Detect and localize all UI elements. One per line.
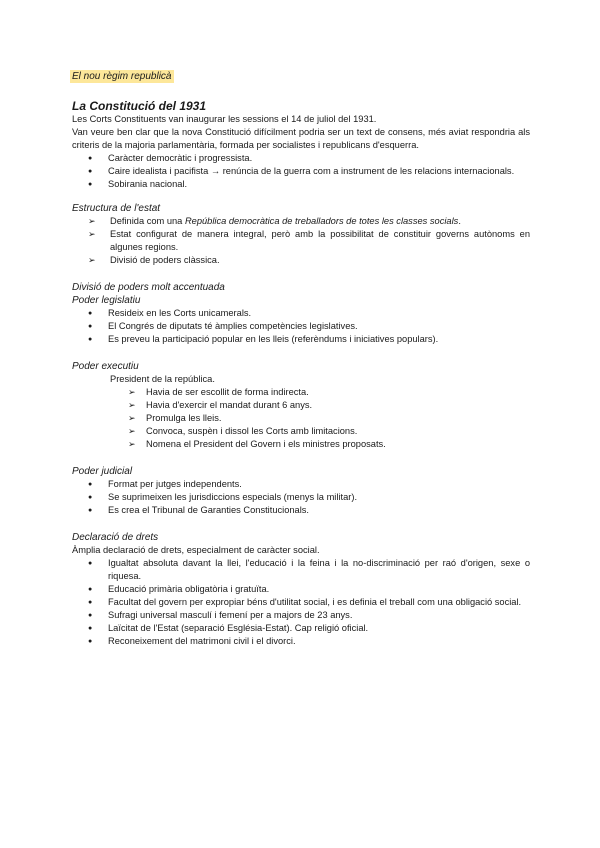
item-italic: República democràtica de treballadors de totes les classes socials — [184, 216, 459, 226]
list-item: ● Es preveu la participació popular en les lleis (referèndums i iniciatives populars). — [72, 333, 530, 346]
list-item: ● Educació primària obligatòria i gratuïta. — [72, 583, 530, 596]
intro-paragraph-1: Les Corts Constituents van inaugurar les sessions el 14 de juliol del 1931. — [72, 114, 377, 124]
list-item: ● Facultat del govern per expropiar béns d'utilitat social, i es definia el treball com una obligació social. — [72, 596, 530, 609]
document-content — [72, 70, 530, 648]
item-prefix: Definida com una — [110, 216, 185, 226]
constitution-title: La Constitució del 1931 — [72, 99, 207, 113]
list-item: ● Laïcitat de l'Estat (separació Església-Estat). Cap religió oficial. — [72, 622, 530, 635]
intro-paragraph-2: Van veure ben clar que la nova Constitució difícilment podria ser un text de consens, més aviat respondria als criteris de la majoria parlamentària, formada per socialistes i republicans d'esquerra. — [72, 127, 530, 150]
list-item — [72, 215, 530, 228]
list-item: ➢ Divisió de poders clàssica. — [72, 254, 530, 267]
state-structure-heading: Estructura de l'estat — [72, 203, 161, 214]
rights-list — [72, 557, 530, 648]
topic-highlight: El nou règim republicà — [72, 71, 172, 82]
list-item: ● Caràcter democràtic i progressista. — [72, 152, 530, 165]
list-item: ● Resideix en les Corts unicamerals. — [72, 307, 530, 320]
list-item: ● Format per jutges independents. — [72, 478, 530, 491]
list-item: ● Se suprimeixen les jurisdiccions especials (menys la militar). — [72, 491, 530, 504]
list-item: ● Igualtat absoluta davant la llei, l'educació i la feina i la no-discriminació per raó d'origen, sexe o riquesa. — [72, 557, 530, 583]
list-item: ➢ Promulga les lleis. — [72, 412, 530, 425]
list-item: ➢ Estat configurat de manera integral, però amb la possibilitat de constituir governs autònoms en algunes regions. — [72, 228, 530, 254]
state-structure-list — [72, 215, 530, 267]
judicial-list — [72, 478, 530, 517]
list-item: ● Reconeixement del matrimoni civil i el divorci. — [72, 635, 530, 648]
legislative-heading: Poder legislatiu — [72, 295, 141, 306]
executive-list — [72, 386, 530, 451]
legislative-list — [72, 307, 530, 346]
judicial-heading: Poder judicial — [72, 466, 133, 477]
list-item: ● Caire idealista i pacifista → renúncia de la guerra com a instrument de les relacions internacionals. — [72, 165, 530, 178]
list-item: ➢ Havia d'exercir el mandat durant 6 anys. — [72, 399, 530, 412]
topic-heading-row — [72, 70, 530, 83]
executive-heading: Poder executiu — [72, 361, 139, 372]
item-suffix: . — [458, 216, 461, 226]
powers-heading: Divisió de poders molt accentuada — [72, 282, 225, 293]
rights-intro: Àmplia declaració de drets, especialment de caràcter social. — [72, 545, 320, 555]
list-item: ● Es crea el Tribunal de Garanties Constitucionals. — [72, 504, 530, 517]
list-item: ● El Congrés de diputats té àmplies competències legislatives. — [72, 320, 530, 333]
constitution-bullets — [72, 152, 530, 191]
list-item: ● Sobirania nacional. — [72, 178, 530, 191]
list-item: ● Sufragi universal masculí i femení per a majors de 23 anys. — [72, 609, 530, 622]
executive-intro: President de la república. — [110, 374, 215, 384]
list-item: ➢ Havia de ser escollit de forma indirecta. — [72, 386, 530, 399]
list-item: ➢ Nomena el President del Govern i els ministres proposats. — [72, 438, 530, 451]
list-item: ➢ Convoca, suspèn i dissol les Corts amb limitacions. — [72, 425, 530, 438]
rights-heading: Declaració de drets — [72, 532, 159, 543]
